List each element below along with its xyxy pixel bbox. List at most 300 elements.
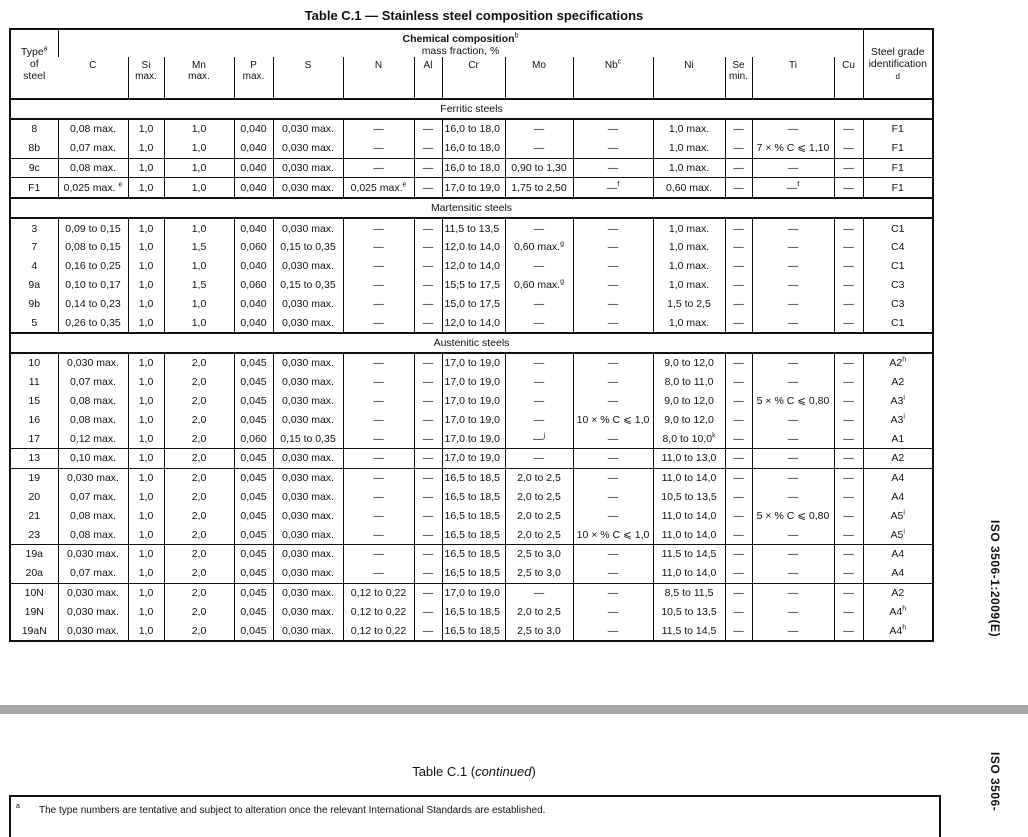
- value-cell: —: [752, 294, 834, 313]
- value-cell: —: [414, 621, 442, 641]
- value-cell: 0,07 max.: [58, 488, 128, 507]
- value-cell: 17,0 to 19,0: [442, 178, 505, 198]
- value-cell: 1,0: [128, 392, 164, 411]
- grade-cell: F1: [863, 119, 933, 139]
- table-row: [10, 525, 933, 544]
- grade-cell: A1: [863, 429, 933, 448]
- value-cell: —: [414, 544, 442, 563]
- steel-type-cell: 20: [28, 490, 41, 503]
- column-header: Nb$^c$: [573, 57, 653, 99]
- steel-type-cell: 21: [28, 509, 41, 522]
- value-cell: 10,5 to 13,5: [653, 488, 725, 507]
- value-cell: 12,0 to 14,0: [442, 238, 505, 257]
- value-cell: 0,14 to 0,23: [58, 294, 128, 313]
- value-cell: 0,030 max.: [58, 621, 128, 641]
- value-cell: 0,030 max.: [273, 488, 343, 507]
- table-row: [10, 178, 933, 198]
- value-cell: 0,26 to 0,35: [58, 313, 128, 333]
- value-cell: 11,5 to 13,5: [442, 218, 505, 238]
- value-cell: —: [573, 468, 653, 487]
- table-row: [10, 392, 933, 411]
- value-cell: 0,045: [234, 544, 273, 563]
- value-cell: —: [505, 139, 573, 158]
- value-cell: —: [725, 257, 752, 276]
- value-cell: 0,045: [234, 583, 273, 602]
- value-cell: 2,0 to 2,5: [505, 506, 573, 525]
- table-row: [10, 429, 933, 448]
- value-cell: 16,0 to 18,0: [442, 158, 505, 178]
- value-cell: 0,030 max.: [273, 468, 343, 487]
- value-cell: 0,07 max.: [58, 564, 128, 583]
- value-cell: —: [752, 583, 834, 602]
- value-cell: 0,08 max.: [58, 119, 128, 139]
- value-cell: —: [834, 621, 863, 641]
- value-cell: —: [414, 506, 442, 525]
- value-cell: —: [834, 544, 863, 563]
- value-cell: 0,040: [234, 257, 273, 276]
- value-cell: 0,045: [234, 410, 273, 429]
- value-cell: —: [834, 178, 863, 198]
- value-cell: 16,0 to 18,0: [442, 139, 505, 158]
- value-cell: 1,0: [128, 119, 164, 139]
- value-cell: —: [414, 429, 442, 448]
- value-cell: 1,75 to 2,50: [505, 178, 573, 198]
- steel-type-cell: 7: [31, 241, 38, 254]
- value-cell: 0,030 max.: [58, 583, 128, 602]
- value-cell: —: [414, 583, 442, 602]
- value-cell: 1,5: [164, 238, 234, 257]
- value-cell: 1,0 max.: [653, 218, 725, 238]
- table-row: [10, 218, 933, 238]
- value-cell: —: [834, 294, 863, 313]
- value-cell: —: [752, 276, 834, 295]
- value-cell: 11,5 to 14,5: [653, 544, 725, 563]
- value-cell: —: [343, 410, 414, 429]
- value-cell: —: [834, 488, 863, 507]
- value-cell: 1,0: [128, 564, 164, 583]
- value-cell: —: [725, 238, 752, 257]
- value-cell: —: [573, 158, 653, 178]
- footnote-mark: a: [16, 803, 20, 810]
- section-header-row: [10, 333, 933, 353]
- table-row: [10, 119, 933, 139]
- table-row: [10, 238, 933, 257]
- value-cell: 0,030 max.: [273, 506, 343, 525]
- grade-cell: A4: [863, 544, 933, 563]
- value-cell: 1,0 max.: [653, 119, 725, 139]
- value-cell: 8,0 to 11,0: [653, 373, 725, 392]
- grade-cell: A2$^h$: [863, 353, 933, 373]
- value-cell: 16,5 to 18,5: [442, 564, 505, 583]
- grade-cell: A2: [863, 373, 933, 392]
- value-cell: 2,0: [164, 373, 234, 392]
- value-cell: 11,0 to 14,0: [653, 564, 725, 583]
- value-cell: —: [834, 410, 863, 429]
- value-cell: 0,15 to 0,35: [273, 276, 343, 295]
- value-cell: 1,0: [128, 429, 164, 448]
- column-header: Al: [414, 57, 442, 99]
- value-cell: 1,0: [128, 410, 164, 429]
- value-cell: 0,030 max.: [58, 602, 128, 621]
- value-cell: —: [414, 313, 442, 333]
- value-cell: 2,0: [164, 392, 234, 411]
- value-cell: 1,0: [164, 294, 234, 313]
- value-cell: 2,0: [164, 468, 234, 487]
- value-cell: —: [343, 313, 414, 333]
- column-header: S: [273, 57, 343, 99]
- value-cell: 0,060: [234, 429, 273, 448]
- value-cell: 0,030 max.: [273, 257, 343, 276]
- grade-cell: A4$^h$: [863, 621, 933, 641]
- column-header: N: [343, 57, 414, 99]
- value-cell: —: [834, 119, 863, 139]
- column-header: P max.: [234, 57, 273, 99]
- value-cell: 2,5 to 3,0: [505, 621, 573, 641]
- value-cell: 12,0 to 14,0: [442, 313, 505, 333]
- steel-type-cell: 10N: [10, 583, 58, 602]
- value-cell: 0,030 max.: [273, 525, 343, 544]
- value-cell: —: [414, 373, 442, 392]
- value-cell: 0,12 to 0,22: [343, 602, 414, 621]
- steel-type-cell: 17: [28, 432, 41, 445]
- grade-cell: A5$^i$: [863, 525, 933, 544]
- value-cell: 1,0: [128, 294, 164, 313]
- value-cell: 1,0 max.: [653, 276, 725, 295]
- grade-cell: C3: [863, 294, 933, 313]
- value-cell: —: [573, 119, 653, 139]
- value-cell: —: [414, 525, 442, 544]
- steel-type-cell: 19aN: [21, 624, 47, 637]
- grade-cell: A4$^h$: [863, 602, 933, 621]
- column-header: Si max.: [128, 57, 164, 99]
- value-cell: 0,15 to 0,35: [273, 429, 343, 448]
- value-cell: —: [752, 313, 834, 333]
- grade-cell: C1: [863, 257, 933, 276]
- value-cell: 11,0 to 13,0: [653, 448, 725, 468]
- value-cell: 11,5 to 14,5: [653, 621, 725, 641]
- value-cell: 0,030 max.: [58, 544, 128, 563]
- value-cell: —: [752, 257, 834, 276]
- value-cell: 2,5 to 3,0: [505, 564, 573, 583]
- value-cell: 17,0 to 19,0: [442, 353, 505, 373]
- value-cell: 2,0: [164, 525, 234, 544]
- value-cell: 0,040: [234, 158, 273, 178]
- value-cell: —: [834, 276, 863, 295]
- table-row: [10, 313, 933, 333]
- value-cell: —: [834, 564, 863, 583]
- value-cell: —: [834, 313, 863, 333]
- value-cell: 2,0: [164, 429, 234, 448]
- value-cell: 1,5 to 2,5: [653, 294, 725, 313]
- column-header: Cr: [442, 57, 505, 99]
- steel-type-cell: 8: [31, 123, 38, 136]
- value-cell: —: [414, 448, 442, 468]
- value-cell: —: [725, 276, 752, 295]
- value-cell: —: [725, 583, 752, 602]
- value-cell: 1,0: [128, 373, 164, 392]
- value-cell: 1,0: [128, 353, 164, 373]
- value-cell: 2,0: [164, 488, 234, 507]
- value-cell: —: [573, 218, 653, 238]
- value-cell: 0,60 max.$^g$: [505, 238, 573, 257]
- value-cell: —: [834, 602, 863, 621]
- value-cell: —: [343, 119, 414, 139]
- table-row: [10, 373, 933, 392]
- grade-cell: A3$^i$: [863, 410, 933, 429]
- column-header: Mo: [505, 57, 573, 99]
- value-cell: 0,08 to 0,15: [58, 238, 128, 257]
- value-cell: —: [725, 621, 752, 641]
- value-cell: —: [343, 158, 414, 178]
- value-cell: —: [573, 257, 653, 276]
- value-cell: —: [573, 294, 653, 313]
- section-header-row: [10, 99, 933, 119]
- value-cell: 17,0 to 19,0: [442, 373, 505, 392]
- section-title: Ferritic steels: [10, 99, 933, 119]
- value-cell: 0,030 max.: [273, 544, 343, 563]
- value-cell: 0,10 max.: [58, 448, 128, 468]
- value-cell: —: [834, 468, 863, 487]
- section-title: Austenitic steels: [10, 333, 933, 353]
- value-cell: —: [343, 564, 414, 583]
- value-cell: 0,045: [234, 488, 273, 507]
- table-row: [10, 583, 933, 602]
- value-cell: 0,045: [234, 564, 273, 583]
- value-cell: —: [414, 468, 442, 487]
- value-cell: 0,045: [234, 506, 273, 525]
- steel-type-cell: 13: [10, 448, 58, 468]
- value-cell: 0,045: [234, 621, 273, 641]
- value-cell: —: [573, 564, 653, 583]
- table-row: [10, 621, 933, 641]
- continued-title: Table C.1 (continued): [412, 764, 536, 779]
- value-cell: —: [725, 564, 752, 583]
- value-cell: 0,030 max.: [58, 468, 128, 487]
- value-cell: —: [752, 218, 834, 238]
- value-cell: 2,0: [164, 564, 234, 583]
- value-cell: —: [834, 373, 863, 392]
- composition-table: [9, 28, 934, 642]
- grade-cell: A3$^i$: [863, 392, 933, 411]
- steel-type-cell: 9a: [28, 278, 41, 291]
- value-cell: —: [573, 429, 653, 448]
- value-cell: 0,12 to 0,22: [343, 621, 414, 641]
- value-cell: 0,025 max. $^e$: [58, 178, 128, 198]
- value-cell: 0,040: [234, 218, 273, 238]
- value-cell: 0,15 to 0,35: [273, 238, 343, 257]
- value-cell: 1,0 max.: [653, 139, 725, 158]
- value-cell: —: [505, 218, 573, 238]
- value-cell: 16,5 to 18,5: [442, 468, 505, 487]
- table-row: [10, 544, 933, 563]
- table-row: [10, 294, 933, 313]
- table-row: [10, 353, 933, 373]
- value-cell: 1,0: [128, 257, 164, 276]
- value-cell: 5 × % C ⩽ 0,80: [752, 392, 834, 411]
- value-cell: 0,07 max.: [58, 373, 128, 392]
- value-cell: 0,10 to 0,17: [58, 276, 128, 295]
- value-cell: 2,0: [164, 583, 234, 602]
- grade-cell: A2: [863, 583, 933, 602]
- value-cell: 0,030 max.: [58, 353, 128, 373]
- steel-type-cell: 16: [28, 413, 41, 426]
- value-cell: —: [834, 525, 863, 544]
- column-header: Cu: [834, 57, 863, 99]
- document-id-label-next-page: ISO 3506-: [988, 752, 1002, 812]
- value-cell: 1,0: [128, 621, 164, 641]
- value-cell: 0,045: [234, 373, 273, 392]
- value-cell: —: [725, 506, 752, 525]
- value-cell: 0,08 max.: [58, 506, 128, 525]
- value-cell: —: [752, 353, 834, 373]
- table-row: [10, 488, 933, 507]
- value-cell: 16,5 to 18,5: [442, 488, 505, 507]
- value-cell: —: [573, 353, 653, 373]
- value-cell: 0,08 max.: [58, 525, 128, 544]
- steel-type-cell: 23: [28, 528, 41, 541]
- grade-cell: A4: [863, 468, 933, 487]
- value-cell: —: [752, 564, 834, 583]
- value-cell: 0,040: [234, 119, 273, 139]
- value-cell: 16,5 to 18,5: [442, 602, 505, 621]
- value-cell: 0,045: [234, 353, 273, 373]
- value-cell: —: [834, 139, 863, 158]
- type-of-steel-header: Type$^a$ of steel: [20, 45, 48, 82]
- grade-cell: F1: [863, 158, 933, 178]
- value-cell: —: [752, 488, 834, 507]
- value-cell: 9,0 to 12,0: [653, 353, 725, 373]
- value-cell: 1,0: [128, 448, 164, 468]
- value-cell: 0,040: [234, 139, 273, 158]
- steel-type-cell: 20a: [25, 567, 44, 580]
- value-cell: 16,5 to 18,5: [442, 544, 505, 563]
- value-cell: 1,0: [128, 238, 164, 257]
- value-cell: —: [752, 448, 834, 468]
- value-cell: —: [343, 506, 414, 525]
- value-cell: —: [573, 276, 653, 295]
- value-cell: 0,08 max.: [58, 158, 128, 178]
- value-cell: —: [343, 218, 414, 238]
- value-cell: 0,030 max.: [273, 564, 343, 583]
- value-cell: 0,030 max.: [273, 218, 343, 238]
- value-cell: 0,030 max.: [273, 178, 343, 198]
- value-cell: —: [343, 373, 414, 392]
- value-cell: —: [343, 238, 414, 257]
- value-cell: —: [752, 373, 834, 392]
- value-cell: —: [725, 468, 752, 487]
- value-cell: 1,0 max.: [653, 257, 725, 276]
- value-cell: 0,060: [234, 276, 273, 295]
- steel-grade-header: Steel grade identification d: [863, 29, 933, 99]
- column-header: Se min.: [725, 57, 752, 99]
- value-cell: 2,0: [164, 448, 234, 468]
- value-cell: 11,0 to 14,0: [653, 506, 725, 525]
- value-cell: —: [573, 621, 653, 641]
- value-cell: 17,0 to 19,0: [442, 410, 505, 429]
- value-cell: 2,0: [164, 621, 234, 641]
- value-cell: 1,0: [128, 525, 164, 544]
- column-header: C: [89, 60, 97, 71]
- value-cell: 11,0 to 14,0: [653, 468, 725, 487]
- table-row: [10, 506, 933, 525]
- value-cell: —: [343, 353, 414, 373]
- steel-type-cell: 10: [28, 357, 41, 370]
- value-cell: 0,040: [234, 178, 273, 198]
- value-cell: —: [414, 158, 442, 178]
- steel-type-cell: 9c: [10, 158, 58, 178]
- value-cell: 1,0: [164, 257, 234, 276]
- value-cell: —: [414, 218, 442, 238]
- value-cell: —: [752, 429, 834, 448]
- table-row: [10, 257, 933, 276]
- value-cell: —: [834, 583, 863, 602]
- value-cell: —: [834, 392, 863, 411]
- value-cell: 1,0: [164, 139, 234, 158]
- value-cell: —: [414, 178, 442, 198]
- steel-type-cell: 19N: [24, 605, 44, 618]
- value-cell: 16,5 to 18,5: [442, 506, 505, 525]
- value-cell: 0,060: [234, 238, 273, 257]
- value-cell: 0,030 max.: [273, 373, 343, 392]
- value-cell: 0,045: [234, 448, 273, 468]
- value-cell: 1,0: [164, 158, 234, 178]
- value-cell: —: [725, 525, 752, 544]
- value-cell: 2,0 to 2,5: [505, 468, 573, 487]
- grade-cell: C1: [863, 218, 933, 238]
- value-cell: 0,030 max.: [273, 602, 343, 621]
- value-cell: 1,0: [128, 218, 164, 238]
- value-cell: —: [834, 257, 863, 276]
- steel-type-cell: 4: [31, 260, 38, 273]
- value-cell: —: [505, 392, 573, 411]
- value-cell: —: [414, 119, 442, 139]
- value-cell: 0,045: [234, 468, 273, 487]
- value-cell: —: [725, 119, 752, 139]
- value-cell: 0,030 max.: [273, 353, 343, 373]
- grade-cell: C1: [863, 313, 933, 333]
- value-cell: —$^j$: [505, 429, 573, 448]
- value-cell: —: [414, 257, 442, 276]
- value-cell: —: [573, 313, 653, 333]
- value-cell: —: [343, 276, 414, 295]
- value-cell: —: [834, 429, 863, 448]
- value-cell: 1,0: [164, 313, 234, 333]
- value-cell: —: [505, 257, 573, 276]
- value-cell: —: [505, 448, 573, 468]
- grade-cell: C4: [863, 238, 933, 257]
- value-cell: 0,025 max.$^e$: [343, 178, 414, 198]
- value-cell: 1,5: [164, 276, 234, 295]
- value-cell: —: [725, 353, 752, 373]
- value-cell: —: [414, 410, 442, 429]
- value-cell: 2,0 to 2,5: [505, 602, 573, 621]
- footnote-text: The type numbers are tentative and subject to alteration once the relevant International Standards are established.: [39, 805, 546, 816]
- value-cell: 0,030 max.: [273, 313, 343, 333]
- value-cell: —: [725, 218, 752, 238]
- value-cell: —: [752, 544, 834, 563]
- value-cell: 0,60 max.$^g$: [505, 276, 573, 295]
- value-cell: —: [725, 544, 752, 563]
- value-cell: —: [573, 139, 653, 158]
- page-separator: [0, 705, 1028, 714]
- value-cell: 8,0 to 10,0$^k$: [653, 429, 725, 448]
- value-cell: —: [414, 392, 442, 411]
- steel-type-cell: F1: [10, 178, 58, 198]
- value-cell: 1,0: [128, 139, 164, 158]
- value-cell: —: [414, 294, 442, 313]
- value-cell: —: [343, 448, 414, 468]
- value-cell: —: [343, 429, 414, 448]
